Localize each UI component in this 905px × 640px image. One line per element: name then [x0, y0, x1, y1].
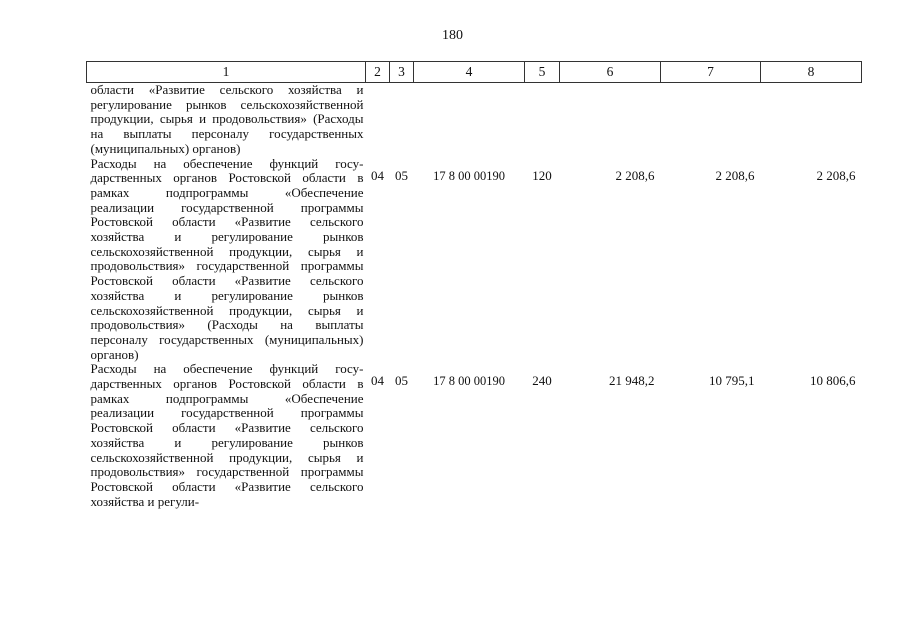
row-target-code — [414, 83, 525, 157]
header-col-2: 2 — [366, 62, 390, 83]
header-col-8: 8 — [761, 62, 862, 83]
row-target-code: 17 8 00 00190 — [433, 374, 505, 389]
row-amount-3: 10 806,6 — [810, 373, 856, 389]
table-row — [87, 362, 862, 509]
row-amount-2 — [661, 83, 761, 157]
table-row — [87, 157, 862, 363]
page-number: 180 — [442, 28, 463, 43]
row-expense-type: 120 — [532, 167, 552, 183]
row-amount-1: 2 208,6 — [615, 167, 655, 183]
row-subsection — [390, 83, 414, 157]
header-col-6: 6 — [560, 62, 661, 83]
header-col-5: 5 — [525, 62, 560, 83]
header-col-3: 3 — [390, 62, 414, 83]
row-amount-1 — [560, 83, 661, 157]
row-expense-type — [525, 83, 560, 157]
row-amount-2: 2 208,6 — [715, 167, 755, 183]
header-col-7: 7 — [661, 62, 761, 83]
row-expense-type: 240 — [532, 373, 552, 389]
row-amount-3 — [761, 83, 862, 157]
row-section — [366, 83, 390, 157]
row-subsection: 05 — [395, 373, 408, 389]
row-amount-1: 21 948,2 — [609, 373, 655, 389]
row-description: области «Развитие сельского хозяйства и регулирование рынков сельскохозяйственной продукции, сырья и продовольствия» (Расходы на выплаты персоналу государственных (муниципальных) органов) — [90, 82, 364, 156]
row-subsection: 05 — [395, 167, 408, 183]
header-row — [87, 62, 862, 83]
row-description: Расходы на обеспечение функций государственных органов Ростовской области в рамках подпрограммы «Обеспечение реализации государственной программы Ростовской области «Развитие сельского хозяйства и регулирование рынков сельскохозяйственной продукции, сырья и продовольствия» государственной программы Ростовской области «Развитие сельского хозяйства и регули- — [90, 361, 364, 509]
header-col-4: 4 — [414, 62, 525, 83]
row-section: 04 — [371, 373, 384, 389]
table-row — [87, 83, 862, 157]
budget-table — [86, 61, 862, 509]
row-section: 04 — [371, 167, 384, 183]
row-description: Расходы на обеспечение функций государственных органов Ростовской области в рамках подпрограммы «Обеспечение реализации государственной программы Ростовской области «Развитие сельского хозяйства и регулирование рынков сельскохозяйственной продукции, сырья и продовольствия» государственной программы Ростовской области «Развитие сельского хозяйства и регулирование рынков сельскохозяйственной продукции, сырья и продовольствия» (Расходы на выплаты персоналу государственных (муниципальных) органов) — [90, 155, 364, 362]
row-amount-2: 10 795,1 — [709, 373, 755, 389]
row-target-code: 17 8 00 00190 — [433, 168, 505, 183]
header-col-1: 1 — [87, 62, 366, 83]
row-amount-3: 2 208,6 — [816, 167, 856, 183]
